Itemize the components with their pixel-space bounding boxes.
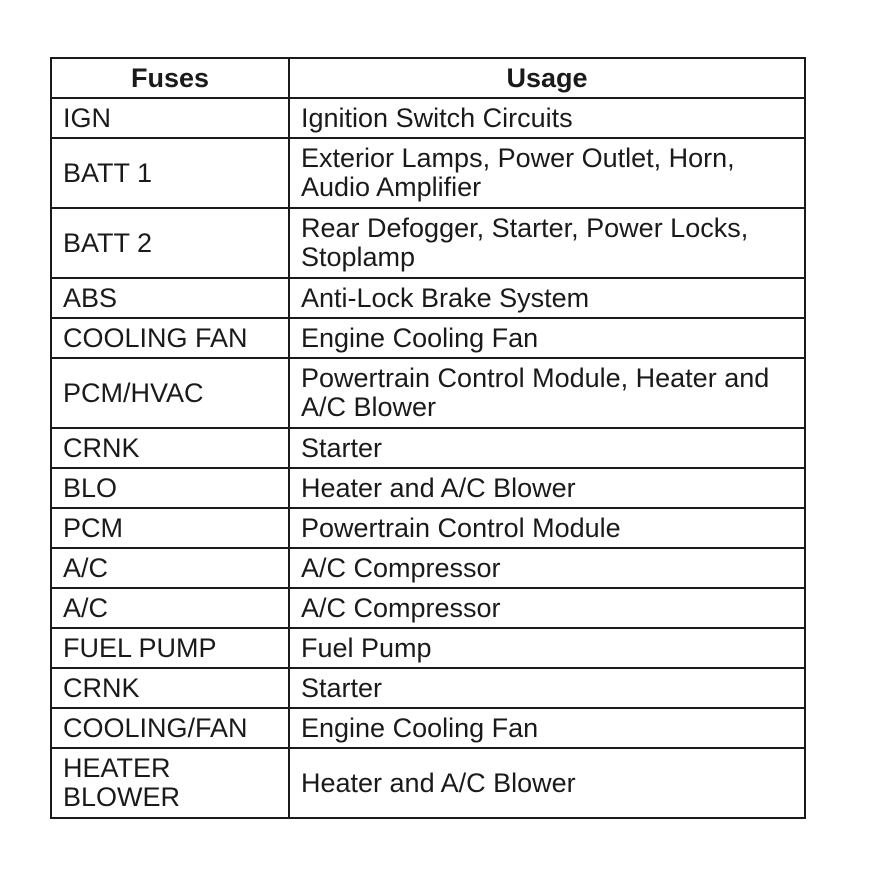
table-row bbox=[51, 508, 805, 548]
usage-cell: Heater and A/C Blower bbox=[289, 748, 805, 818]
fuse-usage-table bbox=[50, 57, 806, 819]
usage-cell: Starter bbox=[289, 668, 805, 708]
fuse-cell: HEATER BLOWER bbox=[51, 748, 289, 818]
usage-cell: Powertrain Control Module, Heater and A/C Blower bbox=[289, 358, 805, 428]
usage-cell: A/C Compressor bbox=[289, 588, 805, 628]
fuse-cell: IGN bbox=[51, 98, 289, 138]
table-row bbox=[51, 748, 805, 818]
fuse-cell: COOLING FAN bbox=[51, 318, 289, 358]
fuse-cell: PCM bbox=[51, 508, 289, 548]
header-row bbox=[51, 58, 805, 98]
fuse-cell: A/C bbox=[51, 588, 289, 628]
header-usage: Usage bbox=[289, 58, 805, 98]
usage-cell: Starter bbox=[289, 428, 805, 468]
table-row bbox=[51, 318, 805, 358]
usage-cell: A/C Compressor bbox=[289, 548, 805, 588]
usage-cell: Heater and A/C Blower bbox=[289, 468, 805, 508]
table-row bbox=[51, 358, 805, 428]
fuse-cell: CRNK bbox=[51, 428, 289, 468]
table-row bbox=[51, 428, 805, 468]
usage-cell: Engine Cooling Fan bbox=[289, 318, 805, 358]
fuse-cell: BATT 2 bbox=[51, 208, 289, 278]
fuse-cell: PCM/HVAC bbox=[51, 358, 289, 428]
table-row bbox=[51, 208, 805, 278]
usage-cell: Powertrain Control Module bbox=[289, 508, 805, 548]
table-row bbox=[51, 98, 805, 138]
usage-cell: Fuel Pump bbox=[289, 628, 805, 668]
table-row bbox=[51, 628, 805, 668]
fuse-cell: ABS bbox=[51, 278, 289, 318]
table-row bbox=[51, 708, 805, 748]
fuse-cell: CRNK bbox=[51, 668, 289, 708]
usage-cell: Ignition Switch Circuits bbox=[289, 98, 805, 138]
usage-cell: Exterior Lamps, Power Outlet, Horn, Audio Amplifier bbox=[289, 138, 805, 208]
fuse-cell: A/C bbox=[51, 548, 289, 588]
table-row bbox=[51, 588, 805, 628]
table-row bbox=[51, 668, 805, 708]
fuse-cell: BATT 1 bbox=[51, 138, 289, 208]
fuse-cell: FUEL PUMP bbox=[51, 628, 289, 668]
header-fuses: Fuses bbox=[51, 58, 289, 98]
usage-cell: Engine Cooling Fan bbox=[289, 708, 805, 748]
table-row bbox=[51, 468, 805, 508]
table-row bbox=[51, 548, 805, 588]
usage-cell: Rear Defogger, Starter, Power Locks, Stoplamp bbox=[289, 208, 805, 278]
table-row bbox=[51, 278, 805, 318]
fuse-cell: COOLING/FAN bbox=[51, 708, 289, 748]
table-row bbox=[51, 138, 805, 208]
fuse-cell: BLO bbox=[51, 468, 289, 508]
usage-cell: Anti-Lock Brake System bbox=[289, 278, 805, 318]
